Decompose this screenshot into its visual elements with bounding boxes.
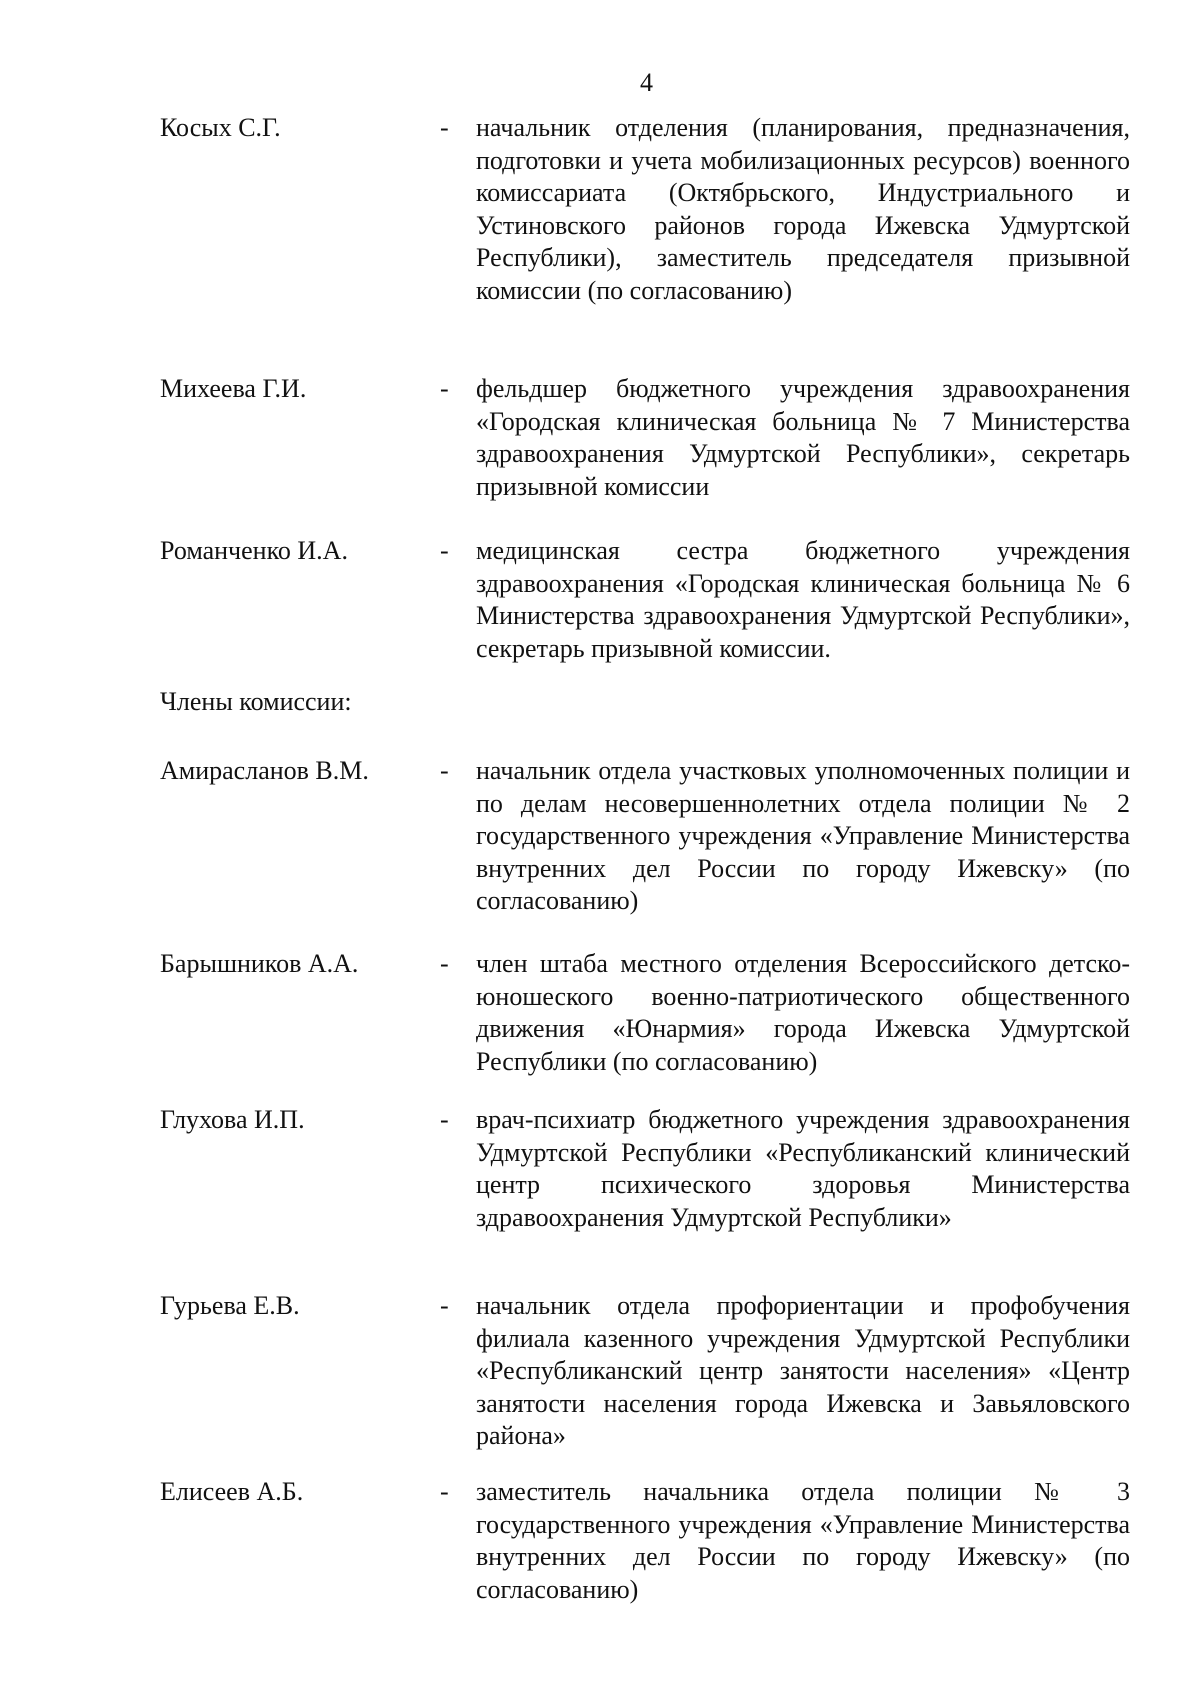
person-name: Михеева Г.И. xyxy=(160,374,307,403)
list-item xyxy=(160,755,1130,918)
person-name: Барышников А.А. xyxy=(160,949,359,978)
person-description: врач-психиатр бюджетного учреждения здравоохранения Удмуртской Республики «Республиканский клинический центр психического здоровья Министерства здравоохранения Удмуртской Республики» xyxy=(476,1105,1130,1232)
list-item xyxy=(160,373,1130,503)
dash-separator: - xyxy=(440,536,449,565)
list-item xyxy=(160,1290,1130,1453)
dash-separator: - xyxy=(440,1477,449,1506)
list-item xyxy=(160,1476,1130,1606)
person-name: Глухова И.П. xyxy=(160,1105,305,1134)
dash-separator: - xyxy=(440,756,449,785)
list-item xyxy=(160,948,1130,1078)
person-description: заместитель начальника отдела полиции № 3 государственного учреждения «Управление Министерства внутренних дел России по городу Ижевску» (по согласованию) xyxy=(476,1477,1130,1604)
person-description: член штаба местного отделения Всероссийского детско-юношеского военно-патриотического общественного движения «Юнармия» города Ижевска Удмуртской Республики (по согласованию) xyxy=(476,949,1130,1076)
dash-separator: - xyxy=(440,949,449,978)
dash-separator: - xyxy=(440,1291,449,1320)
person-description: медицинская сестра бюджетного учреждения здравоохранения «Городская клиническая больница № 6 Министерства здравоохранения Удмуртской Республики», секретарь призывной комиссии. xyxy=(476,536,1130,663)
person-name: Елисеев А.Б. xyxy=(160,1477,304,1506)
person-name: Романченко И.А. xyxy=(160,536,348,565)
members-heading: Члены комиссии: xyxy=(160,687,352,716)
person-name: Косых С.Г. xyxy=(160,113,281,142)
dash-separator: - xyxy=(440,1105,449,1134)
list-item xyxy=(160,1104,1130,1234)
person-name: Гурьева Е.В. xyxy=(160,1291,300,1320)
dash-separator: - xyxy=(440,113,449,142)
dash-separator: - xyxy=(440,374,449,403)
page-number: 4 xyxy=(640,68,653,97)
person-description: начальник отдела профориентации и профобучения филиала казенного учреждения Удмуртской Республики «Республиканский центр занятости населения» «Центр занятости населения города Ижевска и Завьяловского района» xyxy=(476,1291,1130,1450)
person-description: начальник отдела участковых уполномоченных полиции и по делам несовершеннолетних отдела полиции № 2 государственного учреждения «Управление Министерства внутренних дел России по городу Ижевску» (по согласованию) xyxy=(476,756,1130,915)
person-name: Амирасланов В.М. xyxy=(160,756,369,785)
list-item xyxy=(160,112,1130,307)
list-item xyxy=(160,535,1130,665)
person-description: начальник отделения (планирования, предназначения, подготовки и учета мобилизационных ресурсов) военного комиссариата (Октябрьского, Индустриального и Устиновского районов города Ижевска Удмуртской Республики), заместитель председателя призывной комиссии (по согласованию) xyxy=(476,113,1130,305)
person-description: фельдшер бюджетного учреждения здравоохранения «Городская клиническая больница № 7 Министерства здравоохранения Удмуртской Республики», секретарь призывной комиссии xyxy=(476,374,1130,501)
